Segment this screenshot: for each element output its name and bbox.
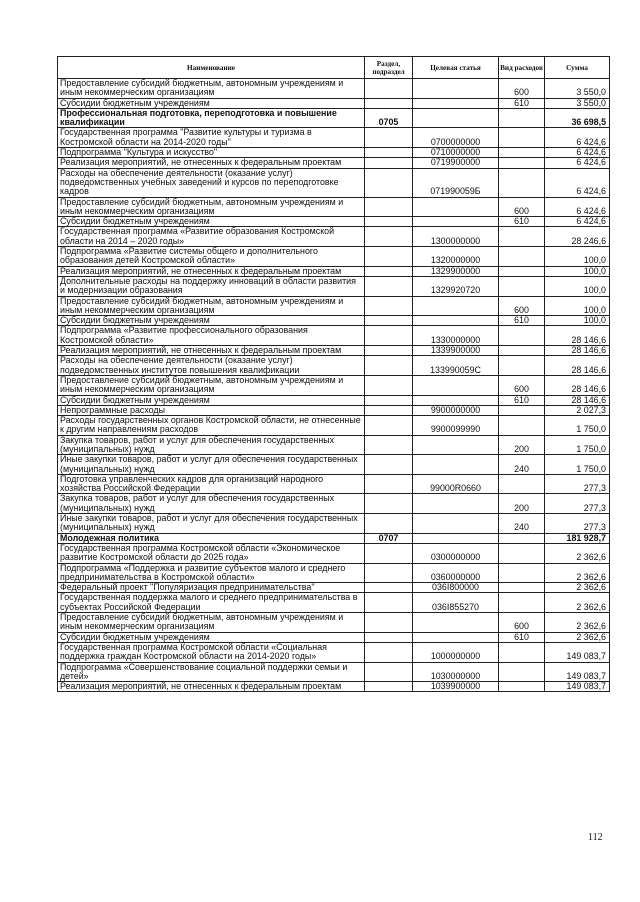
row-section <box>365 316 413 326</box>
row-sum: 2 362,6 <box>545 613 610 633</box>
row-target: 0710000000 <box>413 148 499 158</box>
table-row <box>58 128 610 148</box>
row-section <box>365 326 413 346</box>
budget-sheet <box>57 56 609 692</box>
table-row <box>58 158 610 168</box>
table-row <box>58 563 610 583</box>
row-target: 133990059С <box>413 356 499 376</box>
row-name: Реализация мероприятий, не отнесенных к федеральным проектам <box>58 158 365 168</box>
row-name: Федеральный проект "Популяризация предпринимательства" <box>58 583 365 593</box>
row-name: Предоставление субсидий бюджетным, автономным учреждениям и иным некоммерческим организациям <box>58 296 365 316</box>
table-row <box>58 79 610 99</box>
row-kind: 600 <box>499 296 545 316</box>
row-section <box>365 613 413 633</box>
row-target: 0719900000 <box>413 158 499 168</box>
row-section <box>365 128 413 148</box>
row-sum: 28 146,6 <box>545 356 610 376</box>
row-section <box>365 583 413 593</box>
row-target: 1320000000 <box>413 247 499 267</box>
row-name: Реализация мероприятий, не отнесенных к федеральным проектам <box>58 682 365 692</box>
row-section <box>365 217 413 227</box>
page-number: 112 <box>588 832 603 843</box>
row-section <box>365 435 413 455</box>
row-sum: 28 146,6 <box>545 326 610 346</box>
table-row <box>58 405 610 415</box>
row-target: 1329900000 <box>413 266 499 276</box>
row-kind <box>499 326 545 346</box>
row-sum: 100,0 <box>545 266 610 276</box>
table-row <box>58 494 610 514</box>
row-kind <box>499 227 545 247</box>
table-row <box>58 583 610 593</box>
row-target: 1339900000 <box>413 346 499 356</box>
row-name: Расходы на обеспечение деятельности (оказание услуг) подведомственных институтов повышения квалификации <box>58 356 365 376</box>
row-name: Предоставление субсидий бюджетным, автономным учреждениям и иным некоммерческим организациям <box>58 79 365 99</box>
row-target <box>413 296 499 316</box>
row-target: 0300000000 <box>413 543 499 563</box>
row-name: Государственная программа Костромской области «Социальная поддержка граждан Костромской области на 2014-2020 годы» <box>58 642 365 662</box>
row-kind <box>499 108 545 128</box>
row-kind <box>499 276 545 296</box>
row-target <box>413 455 499 475</box>
table-row <box>58 326 610 346</box>
row-target: 0700000000 <box>413 128 499 148</box>
row-section <box>365 158 413 168</box>
row-kind <box>499 662 545 682</box>
row-target <box>413 632 499 642</box>
row-sum: 6 424,6 <box>545 168 610 197</box>
row-name: Предоставление субсидий бюджетным, автономным учреждениям и иным некоммерческим организациям <box>58 375 365 395</box>
row-sum: 6 424,6 <box>545 197 610 217</box>
row-kind <box>499 583 545 593</box>
row-sum: 181 928,7 <box>545 533 610 543</box>
row-kind <box>499 148 545 158</box>
row-kind <box>499 266 545 276</box>
row-section <box>365 405 413 415</box>
row-sum: 149 083,7 <box>545 642 610 662</box>
row-sum: 2 362,6 <box>545 632 610 642</box>
table-row <box>58 168 610 197</box>
row-name: Государственная программа "Развитие культуры и туризма в Костромской области на 2014-2020 годы" <box>58 128 365 148</box>
row-target <box>413 217 499 227</box>
row-kind: 240 <box>499 514 545 534</box>
row-section <box>365 395 413 405</box>
row-kind: 610 <box>499 98 545 108</box>
row-section <box>365 168 413 197</box>
row-name: Предоставление субсидий бюджетным, автономным учреждениям и иным некоммерческим организациям <box>58 197 365 217</box>
table-row <box>58 276 610 296</box>
row-section <box>365 682 413 692</box>
table-row <box>58 197 610 217</box>
row-sum: 100,0 <box>545 276 610 296</box>
row-target: 9900099990 <box>413 416 499 436</box>
row-section <box>365 227 413 247</box>
row-kind <box>499 128 545 148</box>
row-name: Закупка товаров, работ и услуг для обеспечения государственных (муниципальных) нужд <box>58 494 365 514</box>
header-section: Раздел, подраздел <box>365 57 413 79</box>
row-target: 036I855270 <box>413 593 499 613</box>
row-sum: 36 698,5 <box>545 108 610 128</box>
table-row <box>58 642 610 662</box>
table-row <box>58 533 610 543</box>
row-sum: 149 083,7 <box>545 682 610 692</box>
row-kind <box>499 474 545 494</box>
row-sum: 28 146,6 <box>545 375 610 395</box>
row-sum: 6 424,6 <box>545 148 610 158</box>
row-sum: 149 083,7 <box>545 662 610 682</box>
row-sum: 277,3 <box>545 494 610 514</box>
row-section <box>365 197 413 217</box>
row-sum: 2 362,6 <box>545 563 610 583</box>
row-sum: 6 424,6 <box>545 217 610 227</box>
row-section <box>365 632 413 642</box>
row-kind <box>499 533 545 543</box>
table-row <box>58 108 610 128</box>
row-section <box>365 642 413 662</box>
table-row <box>58 296 610 316</box>
row-name: Закупка товаров, работ и услуг для обеспечения государственных (муниципальных) нужд <box>58 435 365 455</box>
row-target <box>413 316 499 326</box>
row-kind: 600 <box>499 79 545 99</box>
row-section <box>365 276 413 296</box>
row-kind <box>499 593 545 613</box>
row-target <box>413 395 499 405</box>
row-sum: 1 750,0 <box>545 455 610 475</box>
row-name: Профессиональная подготовка, переподготовка и повышение квалификации <box>58 108 365 128</box>
row-sum: 28 146,6 <box>545 395 610 405</box>
table-row <box>58 247 610 267</box>
row-name: Иные закупки товаров, работ и услуг для обеспечения государственных (муниципальных) нужд <box>58 455 365 475</box>
row-target <box>413 435 499 455</box>
row-name: Субсидии бюджетным учреждениям <box>58 632 365 642</box>
row-target: 1039900000 <box>413 682 499 692</box>
table-header-row <box>58 57 610 79</box>
row-name: Субсидии бюджетным учреждениям <box>58 316 365 326</box>
row-target <box>413 533 499 543</box>
row-section <box>365 593 413 613</box>
row-section <box>365 266 413 276</box>
row-kind <box>499 168 545 197</box>
row-kind: 610 <box>499 217 545 227</box>
header-target: Целевая статья <box>413 57 499 79</box>
row-target: 1300000000 <box>413 227 499 247</box>
row-name: Государственная программа «Развитие образования Костромской области на 2014 – 2020 годы» <box>58 227 365 247</box>
row-sum: 28 246,6 <box>545 227 610 247</box>
row-kind <box>499 563 545 583</box>
row-kind <box>499 416 545 436</box>
row-target <box>413 375 499 395</box>
budget-table <box>57 56 610 692</box>
row-name: Государственная программа Костромской области «Экономическое развитие Костромской области до 2025 года» <box>58 543 365 563</box>
row-name: Реализация мероприятий, не отнесенных к федеральным проектам <box>58 266 365 276</box>
row-sum: 2 362,6 <box>545 583 610 593</box>
row-name: Субсидии бюджетным учреждениям <box>58 395 365 405</box>
table-row <box>58 593 610 613</box>
table-body <box>58 79 610 692</box>
row-sum: 100,0 <box>545 296 610 316</box>
table-row <box>58 217 610 227</box>
table-row <box>58 514 610 534</box>
row-name: Расходы государственных органов Костромской области, не отнесенные к другим направлениям расходов <box>58 416 365 436</box>
row-section <box>365 662 413 682</box>
row-kind <box>499 405 545 415</box>
row-kind <box>499 158 545 168</box>
row-name: Субсидии бюджетным учреждениям <box>58 217 365 227</box>
row-target: 0360000000 <box>413 563 499 583</box>
row-name: Подпрограмма «Развитие профессионального образования Костромской области» <box>58 326 365 346</box>
row-target <box>413 494 499 514</box>
row-section <box>365 416 413 436</box>
row-sum: 100,0 <box>545 247 610 267</box>
row-section <box>365 514 413 534</box>
row-name: Молодежная политика <box>58 533 365 543</box>
row-name: Иные закупки товаров, работ и услуг для обеспечения государственных (муниципальных) нужд <box>58 514 365 534</box>
row-target: 99000R0660 <box>413 474 499 494</box>
row-sum: 3 550,0 <box>545 98 610 108</box>
table-row <box>58 98 610 108</box>
row-section <box>365 98 413 108</box>
row-section <box>365 356 413 376</box>
row-kind <box>499 642 545 662</box>
row-sum: 6 424,6 <box>545 128 610 148</box>
row-target: 036I800000 <box>413 583 499 593</box>
row-target: 1030000000 <box>413 662 499 682</box>
table-row <box>58 543 610 563</box>
row-kind: 610 <box>499 632 545 642</box>
header-name: Наименование <box>58 57 365 79</box>
row-name: Субсидии бюджетным учреждениям <box>58 98 365 108</box>
row-section <box>365 296 413 316</box>
row-sum: 28 146,6 <box>545 346 610 356</box>
row-section <box>365 79 413 99</box>
row-kind: 600 <box>499 375 545 395</box>
header-sum: Сумма <box>545 57 610 79</box>
row-target <box>413 108 499 128</box>
row-kind <box>499 543 545 563</box>
row-target <box>413 613 499 633</box>
table-row <box>58 632 610 642</box>
row-target <box>413 514 499 534</box>
row-name: Расходы на обеспечение деятельности (оказание услуг) подведомственных учебных заведений и курсов по переподготовке кадров <box>58 168 365 197</box>
header-kind: Вид расходов <box>499 57 545 79</box>
row-kind: 240 <box>499 455 545 475</box>
table-row <box>58 613 610 633</box>
row-section <box>365 494 413 514</box>
table-row <box>58 474 610 494</box>
row-sum: 2 362,6 <box>545 543 610 563</box>
row-kind: 610 <box>499 316 545 326</box>
table-row <box>58 148 610 158</box>
row-target <box>413 197 499 217</box>
table-row <box>58 455 610 475</box>
table-row <box>58 375 610 395</box>
row-sum: 1 750,0 <box>545 416 610 436</box>
row-name: Подготовка управленческих кадров для организаций народного хозяйства Российской Федерации <box>58 474 365 494</box>
row-name: Подпрограмма «Совершенствование социальной поддержки семьи и детей» <box>58 662 365 682</box>
row-kind <box>499 247 545 267</box>
row-kind <box>499 346 545 356</box>
row-target: 1329920720 <box>413 276 499 296</box>
row-section <box>365 247 413 267</box>
table-row <box>58 416 610 436</box>
row-name: Непрограммные расходы <box>58 405 365 415</box>
table-row <box>58 682 610 692</box>
table-row <box>58 395 610 405</box>
row-name: Дополнительные расходы на поддержку инноваций в области развития и модернизации образования <box>58 276 365 296</box>
row-name: Предоставление субсидий бюджетным, автономным учреждениям и иным некоммерческим организациям <box>58 613 365 633</box>
row-target: 1330000000 <box>413 326 499 346</box>
row-section: 0705 <box>365 108 413 128</box>
row-target <box>413 79 499 99</box>
row-name: Подпрограмма «Поддержка и развитие субъектов малого и среднего предпринимательства в Костромской области» <box>58 563 365 583</box>
row-sum: 277,3 <box>545 474 610 494</box>
row-section: 0707 <box>365 533 413 543</box>
row-name: Подпрограмма «Развитие системы общего и дополнительного образования детей Костромской области» <box>58 247 365 267</box>
row-name: Реализация мероприятий, не отнесенных к федеральным проектам <box>58 346 365 356</box>
row-sum: 100,0 <box>545 316 610 326</box>
row-kind: 610 <box>499 395 545 405</box>
row-sum: 2 027,3 <box>545 405 610 415</box>
row-target <box>413 98 499 108</box>
row-sum: 6 424,6 <box>545 158 610 168</box>
row-kind: 600 <box>499 197 545 217</box>
row-section <box>365 543 413 563</box>
row-kind: 200 <box>499 494 545 514</box>
row-kind <box>499 682 545 692</box>
row-section <box>365 148 413 158</box>
row-section <box>365 474 413 494</box>
row-sum: 2 362,6 <box>545 593 610 613</box>
row-section <box>365 455 413 475</box>
table-row <box>58 662 610 682</box>
table-row <box>58 316 610 326</box>
row-name: Государственная поддержка малого и среднего предпринимательства в субъектах Российской Федерации <box>58 593 365 613</box>
table-row <box>58 227 610 247</box>
table-row <box>58 356 610 376</box>
row-section <box>365 375 413 395</box>
row-section <box>365 563 413 583</box>
row-kind <box>499 356 545 376</box>
row-sum: 3 550,0 <box>545 79 610 99</box>
table-row <box>58 266 610 276</box>
row-target: 071990059Б <box>413 168 499 197</box>
row-kind: 600 <box>499 613 545 633</box>
row-kind: 200 <box>499 435 545 455</box>
row-section <box>365 346 413 356</box>
row-name: Подпрограмма "Культура и искусство" <box>58 148 365 158</box>
row-sum: 1 750,0 <box>545 435 610 455</box>
row-target: 1000000000 <box>413 642 499 662</box>
row-sum: 277,3 <box>545 514 610 534</box>
row-target: 9900000000 <box>413 405 499 415</box>
table-row <box>58 346 610 356</box>
table-row <box>58 435 610 455</box>
